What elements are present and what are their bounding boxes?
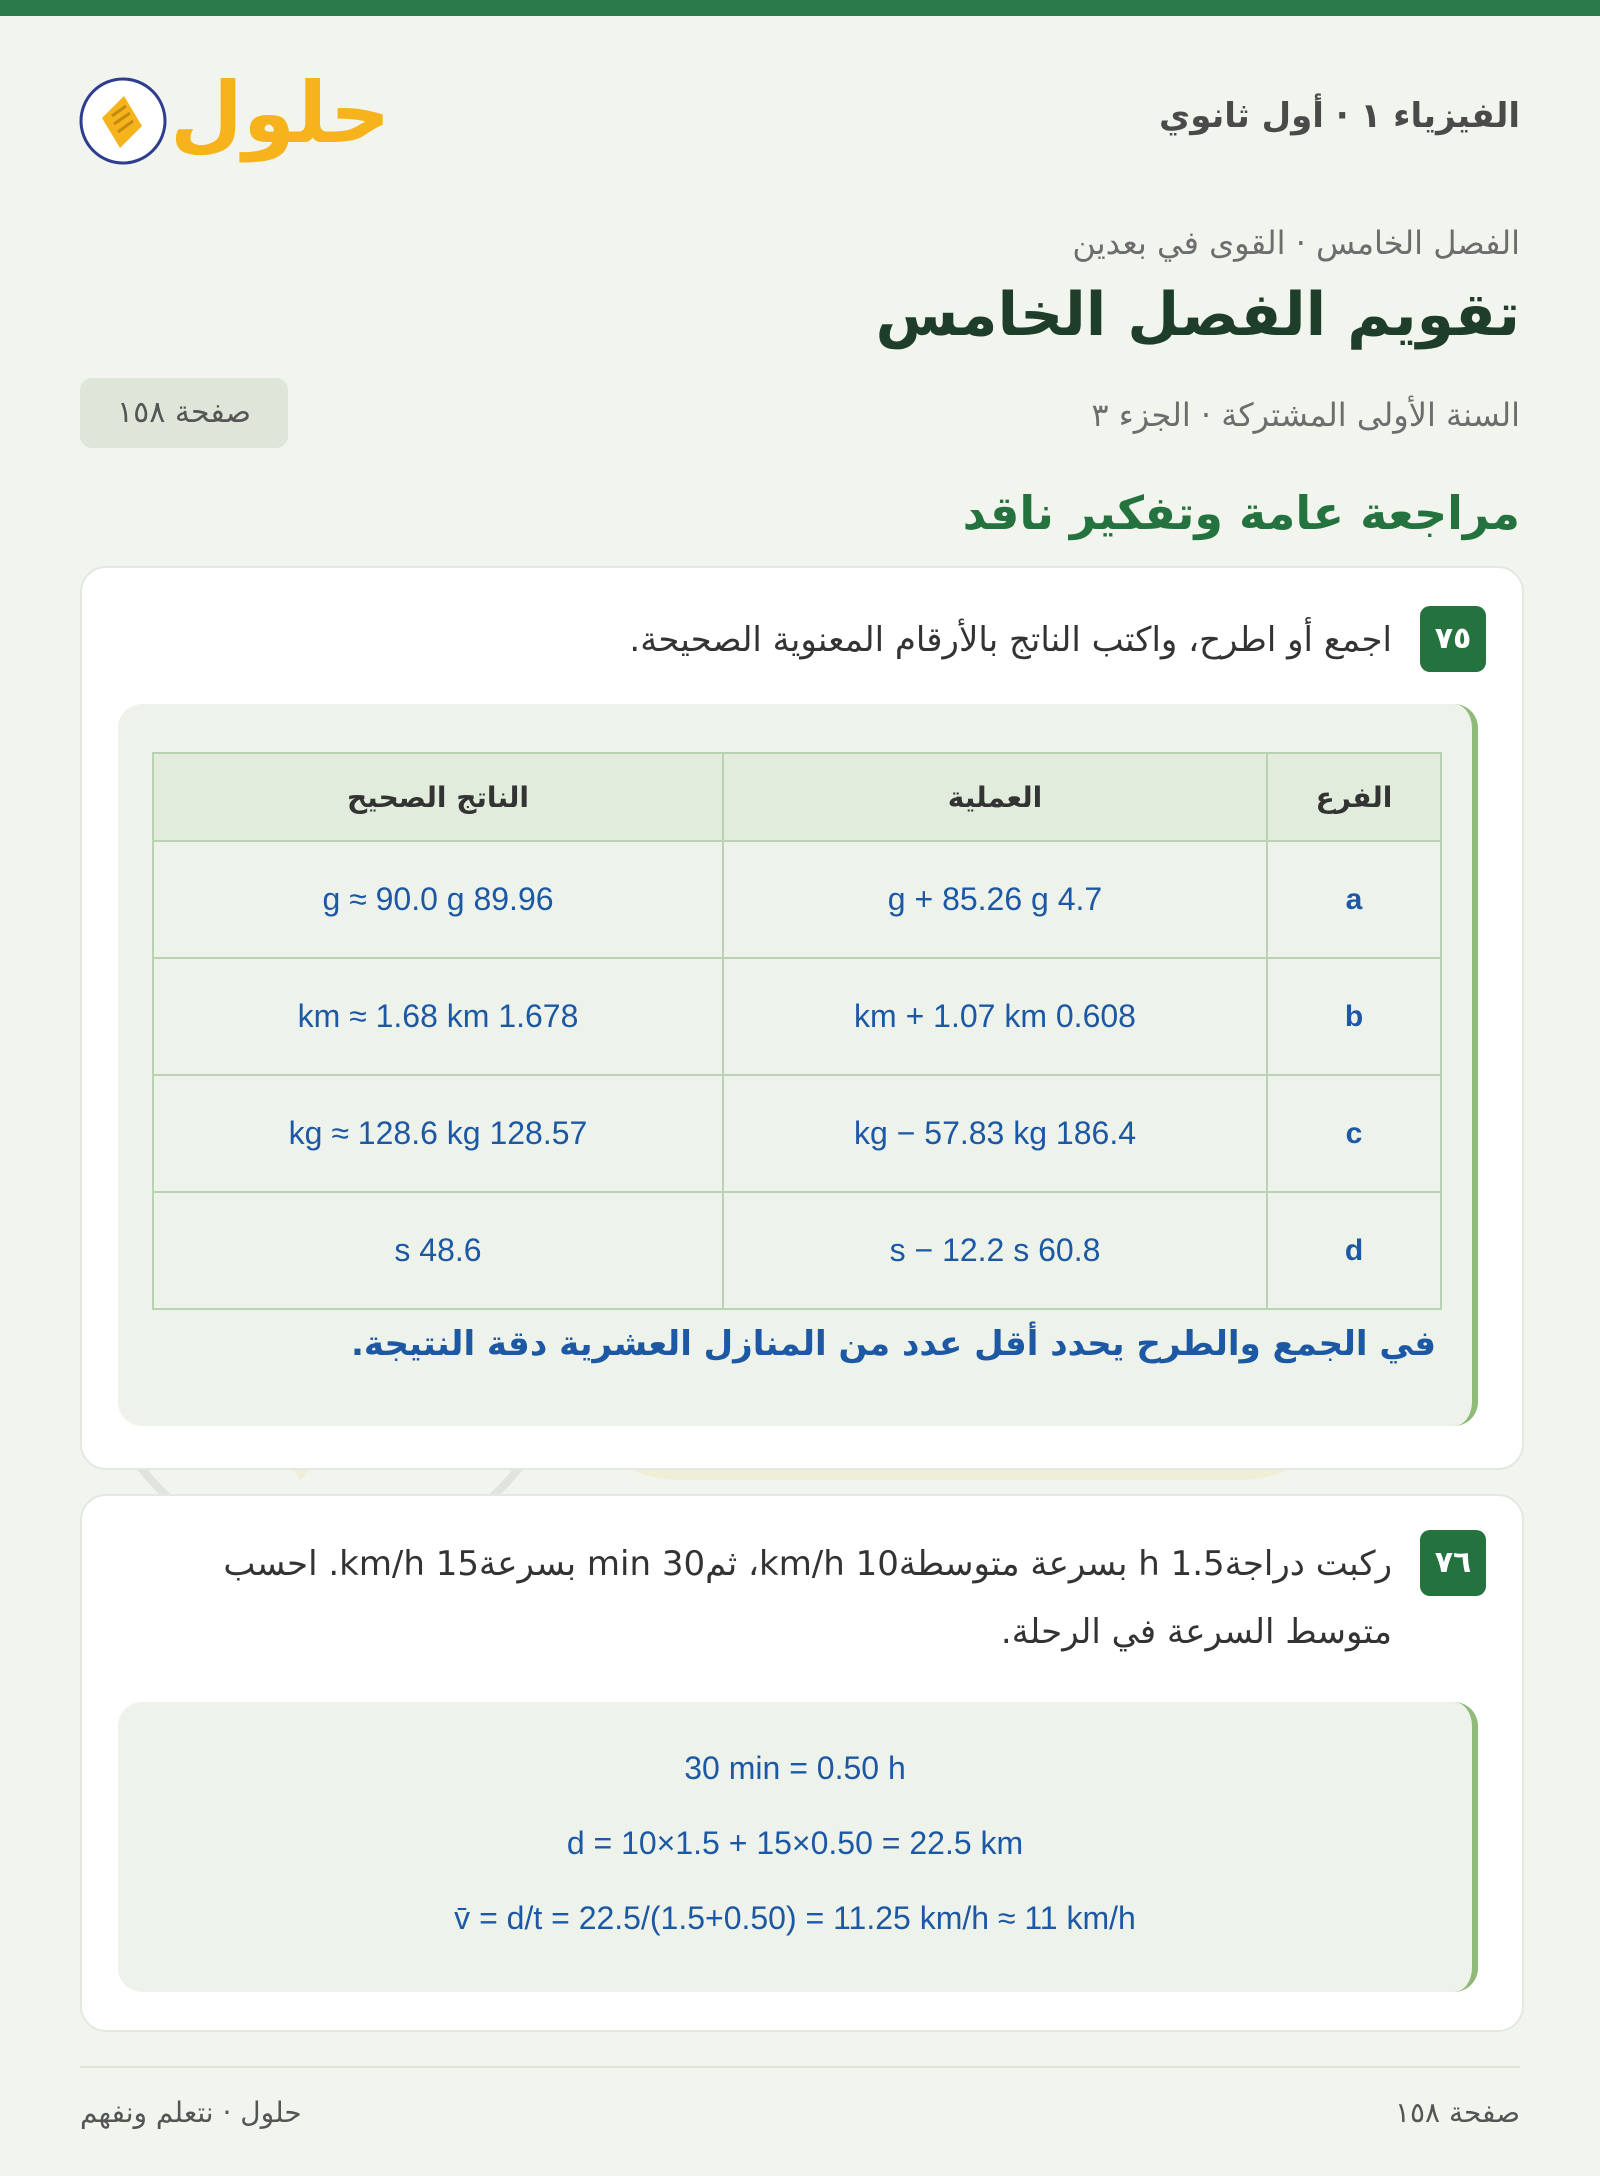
section-title: مراجعة عامة وتفكير ناقد xyxy=(962,486,1520,540)
top-accent-bar xyxy=(0,0,1600,16)
column-header-operation: العملية xyxy=(723,753,1267,841)
table-row xyxy=(153,841,1441,958)
operation-cell: 0.608 km + 1.07 km xyxy=(723,958,1267,1075)
result-cell: 128.57 kg ≈ 128.6 kg xyxy=(153,1075,723,1192)
column-header-result: الناتج الصحيح xyxy=(153,753,723,841)
result-cell: 89.96 g ≈ 90.0 g xyxy=(153,841,723,958)
question-number: ٧٥ xyxy=(1420,606,1486,672)
calc-line-3: v̄ = d/t = 22.5/(1.5+0.50) = 11.25 km/h ≈ 11 km/h xyxy=(454,1900,1136,1936)
logo-wordmark: حلول xyxy=(170,64,391,162)
table-row xyxy=(153,958,1441,1075)
question-text-line1: ركبت دراجة1.5 h بسرعة متوسطة10 km/h، ثم30 min بسرعة15 km/h. احسب xyxy=(223,1544,1392,1584)
book-icon xyxy=(78,76,168,166)
course-label: الفيزياء ١ · أول ثانوي xyxy=(1159,96,1520,136)
calc-line-2: d = 10×1.5 + 15×0.50 = 22.5 km xyxy=(566,1825,1024,1861)
year-label: السنة الأولى المشتركة · الجزء ٣ xyxy=(1091,396,1520,434)
page-title: تقويم الفصل الخامس xyxy=(875,280,1520,350)
footer-page-number: صفحة ١٥٨ xyxy=(1394,2096,1520,2129)
footer-divider xyxy=(80,2066,1520,2068)
answer-box xyxy=(118,1702,1478,1992)
calc-line-1: 30 min = 0.50 h xyxy=(684,1750,906,1786)
table-header-row xyxy=(153,753,1441,841)
result-cell: 1.678 km ≈ 1.68 km xyxy=(153,958,723,1075)
question-card-76 xyxy=(80,1494,1524,2032)
table-row xyxy=(153,1192,1441,1309)
question-text: اجمع أو اطرح، واكتب الناتج بالأرقام المعنوية الصحيحة. xyxy=(629,620,1392,660)
branch-cell: c xyxy=(1267,1075,1441,1192)
table-row xyxy=(153,1075,1441,1192)
question-number: ٧٦ xyxy=(1420,1530,1486,1596)
page-badge: صفحة ١٥٨ xyxy=(80,378,288,448)
branch-cell: a xyxy=(1267,841,1441,958)
operation-cell: 60.8 s − 12.2 s xyxy=(723,1192,1267,1309)
branch-cell: d xyxy=(1267,1192,1441,1309)
question-text-line2: متوسط السرعة في الرحلة. xyxy=(1000,1612,1392,1652)
footer-brand: حلول · نتعلم ونفهم xyxy=(80,2096,302,2129)
operation-cell: 4.7 g + 85.26 g xyxy=(723,841,1267,958)
chapter-label: الفصل الخامس · القوى في بعدين xyxy=(1072,224,1520,262)
app-logo xyxy=(78,64,391,176)
operation-cell: 186.4 kg − 57.83 kg xyxy=(723,1075,1267,1192)
answer-box xyxy=(118,704,1478,1426)
branch-cell: b xyxy=(1267,958,1441,1075)
answers-table xyxy=(152,752,1442,1310)
question-card-75 xyxy=(80,566,1524,1470)
result-cell: 48.6 s xyxy=(153,1192,723,1309)
column-header-branch: الفرع xyxy=(1267,753,1441,841)
rule-note: في الجمع والطرح يحدد أقل عدد من المنازل العشرية دقة النتيجة. xyxy=(351,1324,1436,1364)
